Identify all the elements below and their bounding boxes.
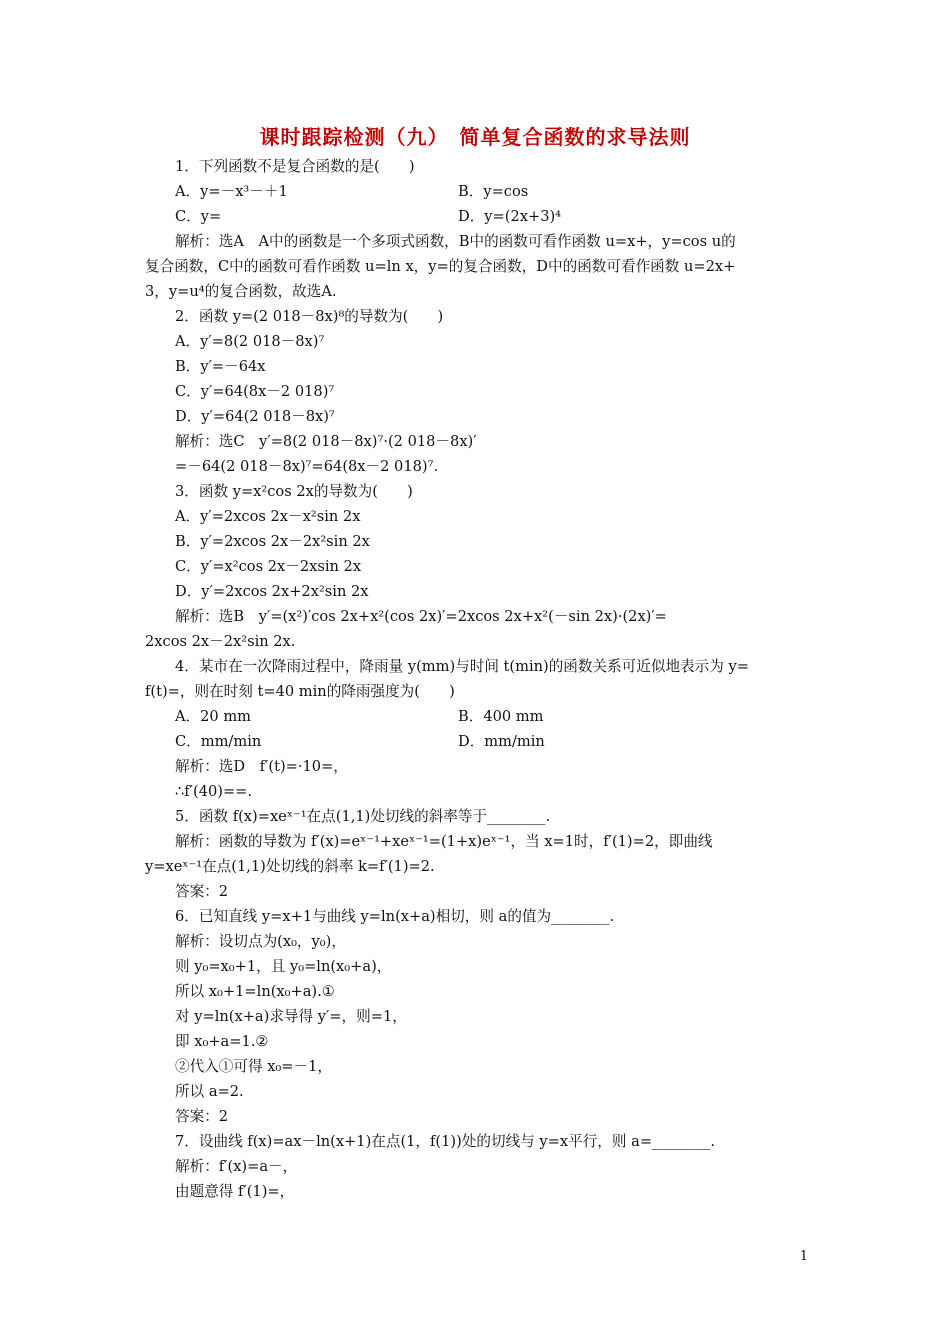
q5-solution: 解析：函数的导数为 f′(x)=eˣ⁻¹+xeˣ⁻¹=(1+x)eˣ⁻¹，当 x=1时，f′(1)=2，即曲线 bbox=[175, 833, 713, 850]
q4-solution-cont: ∴f′(40)==. bbox=[175, 783, 253, 800]
q7-solution: 解析：f′(x)=a－， bbox=[175, 1158, 298, 1175]
q2-option-b: B．y′=－64x bbox=[175, 358, 266, 375]
q3-solution: 解析：选B y′=(x²)′cos 2x+x²(cos 2x)′=2xcos 2x+x²(－sin 2x)·(2x)′= bbox=[175, 608, 667, 625]
question-6: 6．已知直线 y=x+1与曲线 y=ln(x+a)相切，则 a的值为________. bbox=[175, 908, 615, 925]
q3-option-d: D．y′=2xcos 2x+2x²sin 2x bbox=[175, 583, 369, 600]
question-5: 5．函数 f(x)=xeˣ⁻¹在点(1,1)处切线的斜率等于________. bbox=[175, 808, 551, 825]
q6-solution: 解析：设切点为(x₀，y₀)， bbox=[175, 933, 346, 950]
question-1: 1．下列函数不是复合函数的是( ) bbox=[175, 158, 415, 175]
question-4: 4．某市在一次降雨过程中，降雨量 y(mm)与时间 t(min)的函数关系可近似地表示为 y= bbox=[175, 658, 749, 675]
page-title: 课时跟踪检测（九） 简单复合函数的求导法则 bbox=[259, 125, 691, 149]
q6-answer: 答案：2 bbox=[175, 1108, 229, 1125]
question-3: 3．函数 y=x²cos 2x的导数为( ) bbox=[175, 483, 413, 500]
q1-solution-cont: 复合函数，C中的函数可看作函数 u=ln x，y=的复合函数，D中的函数可看作函数 u=2x+ bbox=[145, 258, 736, 275]
q2-option-a: A．y′=8(2 018－8x)⁷ bbox=[175, 333, 325, 350]
q3-solution-cont: 2xcos 2x－2x²sin 2x. bbox=[145, 633, 296, 650]
question-4-cont: f(t)=，则在时刻 t=40 min的降雨强度为( ) bbox=[145, 683, 455, 700]
q4-option-d: D．mm/min bbox=[458, 733, 545, 750]
q5-solution-cont: y=xeˣ⁻¹在点(1,1)处切线的斜率 k=f′(1)=2. bbox=[145, 858, 435, 875]
q4-option-b: B．400 mm bbox=[458, 708, 544, 725]
q4-solution: 解析：选D f′(t)=·10=， bbox=[175, 758, 348, 775]
q1-solution-cont: 3，y=u⁴的复合函数，故选A. bbox=[145, 283, 337, 300]
q1-option-c: C．y= bbox=[175, 208, 222, 225]
q3-option-c: C．y′=x²cos 2x－2xsin 2x bbox=[175, 558, 362, 575]
question-2: 2．函数 y=(2 018－8x)⁸的导数为( ) bbox=[175, 308, 444, 325]
q6-solution-step: 所以 x₀+1=ln(x₀+a).① bbox=[175, 983, 335, 1000]
page-number: 1 bbox=[799, 1249, 808, 1264]
question-7: 7．设曲线 f(x)=ax－ln(x+1)在点(1，f(1))处的切线与 y=x平行，则 a=________. bbox=[175, 1133, 716, 1150]
q3-option-b: B．y′=2xcos 2x－2x²sin 2x bbox=[175, 533, 370, 550]
q1-option-d: D．y=(2x+3)⁴ bbox=[458, 208, 562, 225]
q6-solution-step: 所以 a=2. bbox=[175, 1083, 244, 1100]
q2-option-d: D．y′=64(2 018－8x)⁷ bbox=[175, 408, 335, 425]
q5-answer: 答案：2 bbox=[175, 883, 229, 900]
q3-option-a: A．y′=2xcos 2x－x²sin 2x bbox=[175, 508, 361, 525]
q1-option-a: A．y=－x³－＋1 bbox=[175, 183, 288, 200]
q4-option-c: C．mm/min bbox=[175, 733, 262, 750]
q7-solution-cont: 由题意得 f′(1)=， bbox=[175, 1183, 295, 1200]
q2-solution-cont: =－64(2 018－8x)⁷=64(8x－2 018)⁷. bbox=[175, 458, 439, 475]
q6-solution-step: ②代入①可得 x₀=－1， bbox=[175, 1058, 332, 1075]
q6-solution-step: 则 y₀=x₀+1，且 y₀=ln(x₀+a)， bbox=[175, 958, 392, 975]
q4-option-a: A．20 mm bbox=[175, 708, 252, 725]
q6-solution-step: 即 x₀+a=1.② bbox=[175, 1033, 269, 1050]
q2-option-c: C．y′=64(8x－2 018)⁷ bbox=[175, 383, 335, 400]
q2-solution: 解析：选C y′=8(2 018－8x)⁷·(2 018－8x)′ bbox=[175, 433, 477, 450]
q6-solution-step: 对 y=ln(x+a)求导得 y′=，则=1， bbox=[175, 1008, 407, 1025]
q1-option-b: B．y=cos bbox=[458, 183, 529, 200]
q1-solution: 解析：选A A中的函数是一个多项式函数，B中的函数可看作函数 u=x+，y=cos u的 bbox=[175, 233, 736, 250]
